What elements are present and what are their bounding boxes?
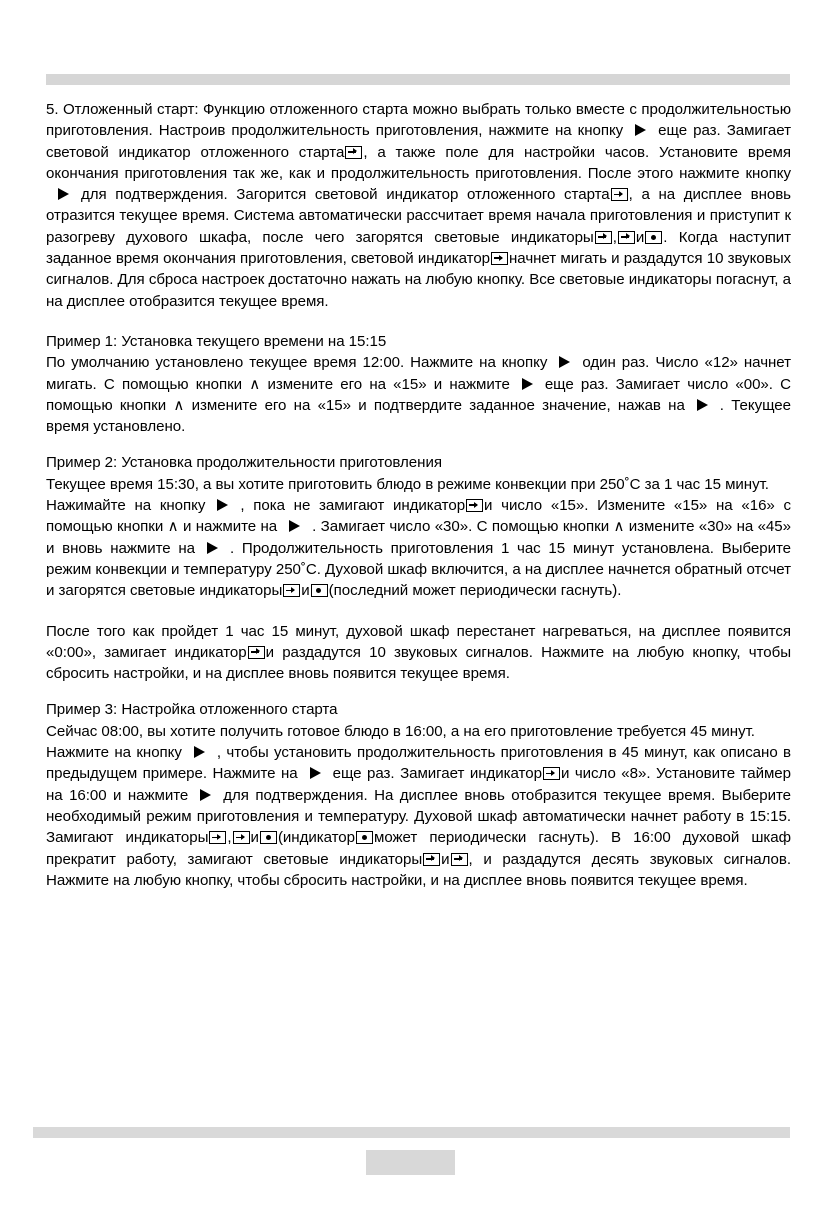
spacer [46, 602, 791, 621]
example2-followup-a: После того как пройдет 1 час 15 минут, духовой шкаф перестанет нагреваться, на дисплее появится «0:00», замигает индикатор [46, 622, 791, 661]
section5-text-i: начнет мигать и раздадутся 10 звуковых сигналов. Для сброса настроек достаточно нажать на любую кнопку. Все световые индикаторы погаснут, а на дисплее отобразится текущее время. [46, 250, 791, 310]
example2-text-f: измените «30» на «45» и вновь нажмите на [46, 518, 791, 557]
example2-intro: Текущее время 15:30, а вы хотите приготовить блюдо в режиме конвекции при 250˚С за 1 час 15 минут. [46, 475, 769, 493]
section5-text-f: , [612, 228, 617, 246]
arrow-into-box-icon [248, 646, 265, 659]
section5-text-g: и [635, 228, 645, 246]
spacer [46, 684, 791, 699]
example1-text-c: измените его на «15» и нажмите [267, 375, 510, 393]
example3-text-h: (индикатор [277, 829, 355, 847]
play-triangle-icon [207, 542, 218, 554]
section5-text-a: 5. Отложенный старт: Функцию отложенного старта можно выбрать только вместе с продолжительностью приготовления. Настроив продолжительность приготовления, нажмите на кнопку [46, 101, 791, 140]
example3-body [46, 742, 791, 891]
example3-text-b: , чтобы установить продолжительность приготовления в 45 минут, как описано в предыдущем примере. Нажмите на [46, 744, 792, 783]
example1-heading: Пример 1: Установка текущего времени на 15:15 [46, 332, 387, 350]
example1-text-a: По умолчанию установлено текущее время 12:00. Нажмите на кнопку [46, 354, 548, 372]
example2-text-e: . Замигает число «30». С помощью кнопки [312, 518, 610, 536]
caret-up-icon: ∧ [613, 518, 625, 536]
caret-up-icon: ∧ [173, 396, 185, 414]
play-triangle-icon [635, 124, 646, 136]
example3-heading: Пример 3: Настройка отложенного старта [46, 701, 338, 719]
example3-text-e: для подтверждения. На дисплее вновь отобразится текущее время. Выберите необходимый режим приготовления и температуру. Духовой шкаф автоматически начнет работу в 15:15. Замигают индикаторы [46, 786, 792, 847]
header-rule [46, 74, 790, 85]
example2-text-a: Нажимайте на кнопку [46, 497, 206, 515]
arrow-into-box-icon [209, 831, 226, 844]
example3-text-a: Нажмите на кнопку [46, 744, 182, 762]
example3-text-c: еще раз. Замигает индикатор [332, 765, 542, 783]
example3-text-d: и число «8». Установите таймер на 16:00 и нажмите [46, 765, 791, 804]
page-number-placeholder [366, 1150, 455, 1175]
play-triangle-icon [289, 520, 300, 532]
page-content [46, 99, 791, 891]
play-triangle-icon [697, 399, 708, 411]
dot-in-box-icon [311, 584, 328, 597]
example3-text-g: и [250, 829, 259, 847]
example2-text-i: (последний может периодически гаснуть). [328, 582, 622, 600]
play-triangle-icon [522, 378, 533, 390]
example2-followup [46, 621, 791, 685]
example3-text-f: , [227, 829, 232, 847]
example2-followup-b: и раздадутся 10 звуковых сигналов. Нажмите на любую кнопку, чтобы сбросить настройки, и на дисплее вновь появится текущее время. [46, 643, 791, 683]
section5-text-b: еще раз. Замигает световой индикатор отложенного старта [46, 122, 791, 161]
example2-body [46, 495, 791, 601]
dot-in-box-icon [356, 831, 373, 844]
arrow-into-box-icon [611, 188, 628, 201]
example2-heading: Пример 2: Установка продолжительности приготовления [46, 454, 442, 472]
example3-text-j: и [441, 850, 450, 868]
play-triangle-icon [217, 499, 228, 511]
example1-text-b: один раз. Число «12» начнет мигать. С помощью кнопки [46, 354, 792, 393]
play-triangle-icon [194, 746, 205, 758]
play-triangle-icon [559, 356, 570, 368]
arrow-into-box-icon [466, 499, 483, 512]
example3-text-k: , и раздадутся десять звуковых сигналов. Нажмите на любую кнопку, чтобы сбросить настройки, и на дисплее вновь появится текущее время. [46, 850, 791, 889]
arrow-into-box-icon [491, 252, 508, 265]
arrow-into-box-icon [283, 584, 300, 597]
example3-text-i: может периодически гаснуть). В 16:00 духовой шкаф прекратит работу, замигают световые индикаторы [46, 829, 791, 868]
example2-text-h: и [301, 582, 310, 600]
arrow-into-box-icon [595, 231, 612, 244]
dot-in-box-icon [260, 831, 277, 844]
section5-text-d: для подтверждения. Загорится световой индикатор отложенного старта [81, 186, 610, 204]
arrow-into-box-icon [618, 231, 635, 244]
footer-rule [33, 1127, 790, 1138]
play-triangle-icon [58, 188, 69, 200]
example2-text-b: , пока не замигают индикатор [240, 497, 466, 515]
example1-body [46, 352, 791, 437]
play-triangle-icon [310, 767, 321, 779]
example3-intro: Сейчас 08:00, вы хотите получить готовое блюдо в 16:00, а на его приготовление требуется 45 минут. [46, 722, 755, 740]
caret-up-icon: ∧ [249, 375, 261, 393]
arrow-into-box-icon [233, 831, 250, 844]
example2-text-d: и нажмите на [182, 518, 278, 536]
section5-text-c: , а также поле для настройки часов. Установите время окончания приготовления так же, как и продолжительность приготовления. После этого нажмите кнопку [46, 143, 791, 182]
section5-text-e: , а на дисплее вновь отразится текущее время. Система автоматически рассчитает время начала приготовления и приступит к разогреву духового шкафа, после чего загорятся световые индикаторы [46, 186, 791, 246]
spacer [46, 312, 791, 331]
example1-text-d: еще раз. Замигает число «00». С помощью кнопки [46, 375, 791, 414]
spacer [46, 437, 791, 452]
paragraph-delayed-start [46, 99, 791, 312]
arrow-into-box-icon [543, 767, 560, 780]
example2-text-c: и число «15». Измените «15» на «16» с помощью кнопки [46, 497, 791, 536]
dot-in-box-icon [645, 231, 662, 244]
section5-text-h: . Когда наступит заданное время окончания приготовления, световой индикатор [46, 228, 791, 268]
arrow-into-box-icon [345, 146, 362, 159]
arrow-into-box-icon [423, 853, 440, 866]
caret-up-icon: ∧ [167, 518, 179, 536]
example1-text-e: измените его на «15» и подтвердите заданное значение, нажав на [191, 396, 685, 414]
play-triangle-icon [200, 789, 211, 801]
example2-text-g: . Продолжительность приготовления 1 час 15 минут установлена. Выберите режим конвекции и температуру 250˚С. Духовой шкаф включится, а на дисплее начнется обратный отсчет и загорятся световые индикаторы [46, 539, 792, 600]
example1-text-f: . Текущее время установлено. [46, 396, 791, 436]
arrow-into-box-icon [451, 853, 468, 866]
